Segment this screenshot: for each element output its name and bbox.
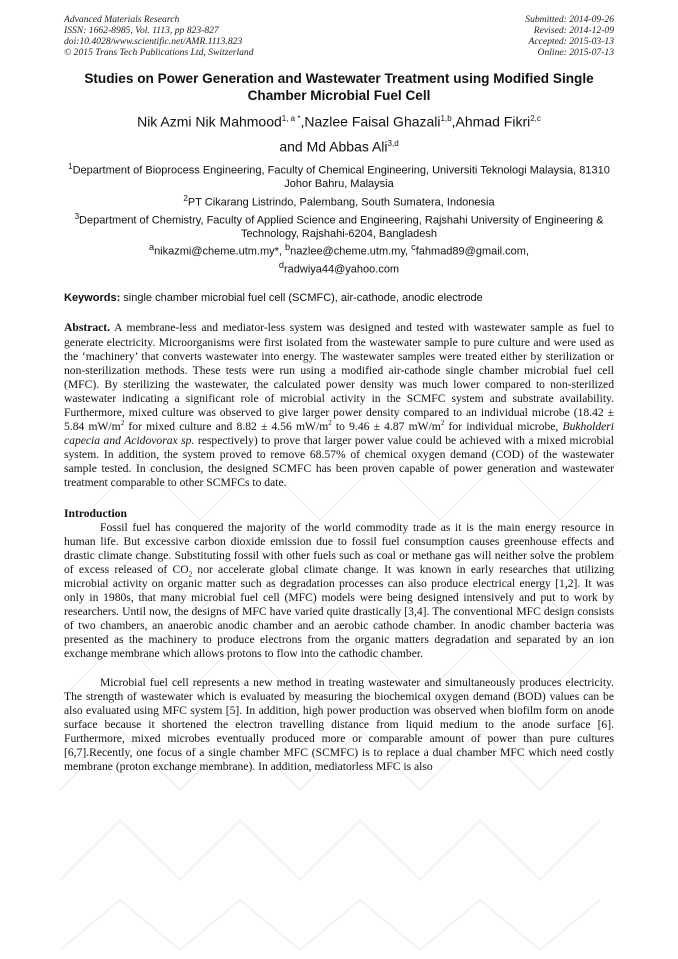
- issn-line: ISSN: 1662-8985, Vol. 1113, pp 823-827: [64, 25, 219, 36]
- author-name: and Md Abbas Ali: [279, 138, 388, 155]
- affiliation-mark: 3: [74, 211, 80, 221]
- affiliation-2: [64, 192, 614, 210]
- journal-name: Advanced Materials Research: [64, 14, 180, 25]
- email-mark: c: [411, 242, 416, 253]
- email-list-2: [64, 259, 614, 277]
- author-mark: 1,b: [440, 114, 452, 123]
- affiliation-mark: 2: [183, 193, 188, 203]
- superscript: 2: [120, 419, 125, 428]
- subscript: 2: [188, 570, 193, 579]
- introduction-heading: Introduction: [64, 506, 127, 520]
- author-mark: 3,d: [387, 138, 399, 148]
- paragraph-text: nor accelerate global climate change. It was known in early researches that utilizing microbial activity on organic matter such as degradation processes can also produce electrical energy [1,2]. It was only in 1980s, that many microbial fuel cell (MFC) models were being designed intensively and put to work by researchers. Until now, the designs of MFC have varied quite drastically [3,4]. The conventional MFC design consists of two chambers, an anaerobic anodic chamber and an aerobic cathode chamber. In anodic chamber bacteria was presented as the machinery to produce electrons from the organic matters degradation and separated by an ion exchange membrane which allows protons to flow into the cathodic chamber.: [64, 562, 614, 661]
- revised-date: Revised: 2014-12-09: [533, 25, 614, 36]
- abstract-text: to 9.46 ± 4.87 mW/m: [331, 420, 441, 434]
- keywords: [64, 291, 614, 305]
- abstract: [64, 321, 614, 490]
- author-name: ,Nazlee Faisal Ghazali: [300, 113, 441, 130]
- journal-info: [64, 14, 254, 58]
- abstract-text: respectively) to prove that larger power value could be achieved with a mixed microbial system. In addition, the system proved to remove 68.57% of chemical oxygen demand (COD) of the wastewater sample tested. In conclusion, the designed SCMFC has been proven capable of power generation and wastewater treatment comparable to other SCMFCs to date.: [64, 434, 614, 490]
- affiliation-list: [64, 160, 614, 277]
- author-name: ,Ahmad Fikri: [451, 113, 531, 130]
- affiliation-text: Department of Bioprocess Engineering, Faculty of Chemical Engineering, Universiti Teknologi Malaysia, 81310 Johor Bahru, Malaysia: [72, 164, 610, 191]
- doi-line: doi:10.4028/www.scientific.net/AMR.1113.823: [64, 36, 243, 47]
- email-list: [64, 241, 614, 259]
- publication-dates: [525, 14, 614, 58]
- journal-header: [64, 14, 614, 58]
- affiliation-1: [64, 160, 614, 191]
- submitted-date: Submitted: 2014-09-26: [525, 14, 614, 25]
- superscript: 2: [440, 419, 445, 428]
- email-c: fahmad89@gmail.com,: [415, 245, 530, 258]
- email-d: radwiya44@yahoo.com: [283, 264, 400, 277]
- author-list: [64, 108, 614, 157]
- abstract-text: for individual microbe,: [444, 420, 563, 434]
- paper-page: [64, 14, 614, 774]
- paragraph-text: Fossil fuel has conquered the majority of the world commodity trade as it is the main energy resource in human life. But excessive carbon dioxide emission due to fossil fuel consumption causes greenhouse effects and drastic climate change. Substituting fossil with other fuels such as coal or methane gas will neither solve the problem of excess released of CO: [64, 520, 614, 576]
- online-date: Online: 2015-07-13: [537, 47, 614, 58]
- copyright-line: © 2015 Trans Tech Publications Ltd, Switzerland: [64, 47, 254, 58]
- superscript: 2: [328, 419, 332, 428]
- author-mark: 1, a *: [281, 114, 301, 123]
- email-b: nazlee@cheme.utm.my,: [290, 245, 412, 258]
- affiliation-3: [64, 210, 614, 241]
- author-mark: 2,c: [530, 114, 541, 123]
- email-mark: b: [285, 242, 291, 253]
- accepted-date: Accepted: 2015-03-13: [528, 36, 614, 47]
- affiliation-mark: 1: [68, 162, 73, 172]
- species-names: Bukholderi capecia and Acidovorax sp.: [64, 420, 615, 448]
- abstract-label: Abstract.: [64, 321, 111, 335]
- abstract-text: A membrane-less and mediator-less system was designed and tested with wastewater sample as fuel to generate electricity. Microorganisms were first isolated from the wastewater sample to pure culture and were used as the ‘machinery’ that converts wastewater into energy. The wastewater samples were treated either by sterilization or non-sterilization methods. These tests were run using a modified air-cathode single chamber microbial fuel cell (MFC). By sterilizing the wastewater, the calculated power density was much lower compared to non-sterilized wastewater indicating a significant role of microbial activity in the SCMFC system and substrate availability. Furthermore, mixed culture was observed to give larger power density compared to an individual microbe (18.42 ± 5.84 mW/m: [64, 321, 614, 434]
- email-mark: a: [148, 242, 155, 253]
- email-a: nikazmi@cheme.utm.my*,: [154, 245, 286, 258]
- abstract-text: for mixed culture and 8.82 ± 4.56 mW/m: [124, 420, 329, 434]
- intro-paragraph-1: [64, 521, 614, 662]
- email-mark: d: [278, 260, 284, 271]
- affiliation-text: PT Cikarang Listrindo, Palembang, South Sumatera, Indonesia: [187, 196, 495, 209]
- keywords-label: Keywords:: [64, 292, 121, 305]
- intro-paragraph-2: Microbial fuel cell represents a new method in treating wastewater and simultaneously produces electricity. The strength of wastewater which is evaluated by measuring the biochemical oxygen demand (BOD) values can be also evaluated using MFC system [5]. In addition, high power production was observed when biofilm form on anode surface because it shortened the electron travelling distance from liquid medium to the anode surface [6]. Furthermore, mixed microbes eventually produced more or comparable amount of power than pure cultures [6,7].Recently, one focus of a single chamber MFC (SCMFC) is to replace a dual chamber MFC which need costly membrane (proton exchange membrane). In addition, mediatorless MFC is also: [64, 675, 614, 774]
- affiliation-text: Department of Chemistry, Faculty of Applied Science and Engineering, Rajshahi University of Engineering & Technology, Rajshahi-6204, Bangladesh: [79, 214, 604, 240]
- paper-title: Studies on Power Generation and Wastewater Treatment using Modified Single Chamber Microbial Fuel Cell: [84, 71, 594, 103]
- keywords-text: single chamber microbial fuel cell (SCMFC), air-cathode, anodic electrode: [120, 292, 483, 305]
- author-name: Nik Azmi Nik Mahmood: [137, 113, 282, 130]
